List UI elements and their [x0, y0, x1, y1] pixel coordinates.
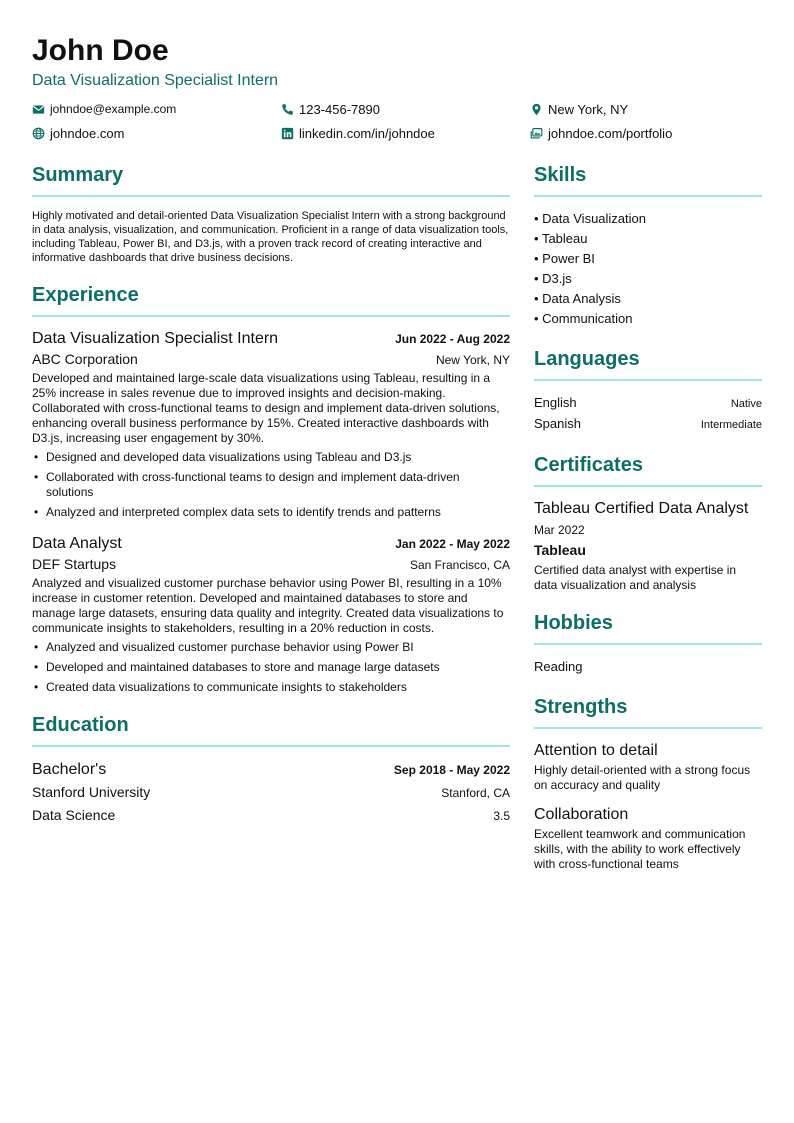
contact-location: [530, 99, 762, 119]
section-heading: Hobbies: [534, 611, 762, 645]
email-text: johndoe@example.com: [50, 102, 177, 116]
contact-email[interactable]: [32, 99, 281, 119]
list-item: • Analyzed and visualized customer purchase behavior using Power BI: [32, 640, 510, 655]
edu-field: Data Science: [32, 807, 116, 823]
section-heading: Languages: [534, 347, 762, 381]
phone-text: 123-456-7890: [299, 101, 380, 117]
phone-icon: [281, 103, 294, 116]
job-title: Data Analyst: [32, 535, 122, 552]
job-description: Analyzed and visualized customer purchase behavior using Power BI, resulting in a 10% increase in customer retention. Developed and maintained databases to store and manage large datasets, ensuring data quality and integrity. Created data visualizations to communicate insights to stakeholders, resulting in a 20% reduction in costs.: [32, 576, 504, 635]
section-heading: Education: [32, 713, 510, 747]
strength-name: Collaboration: [534, 806, 629, 823]
left-column: [32, 163, 510, 890]
website-text: johndoe.com: [50, 125, 125, 141]
job-dates: Jan 2022 - May 2022: [395, 537, 510, 551]
summary-text: Highly motivated and detail-oriented Data Visualization Specialist Intern with a strong background in data analysis, visualization, and communication. Proficient in a range of data visualization tools, including Tableau, Power BI, and D3.js, with a proven track record of creating interactive and informative dashboards that drive business decisions.: [32, 210, 509, 264]
hobbies-section: [534, 611, 762, 677]
linkedin-text: linkedin.com/in/johndoe: [299, 125, 435, 141]
portfolio-text: johndoe.com/portfolio: [548, 125, 673, 141]
edu-degree: Bachelor's: [32, 761, 107, 778]
job-description: Developed and maintained large-scale data visualizations using Tableau, resulting in a 25% increase in sales revenue due to improved insights and decision-making. Collaborated with cross-functional teams to design and implement data-driven solutions, enhancing overall business performance by 15%. Created interactive dashboards with D3.js, increasing user engagement by 30%.: [32, 371, 500, 445]
resume-body: [32, 163, 762, 890]
certificate-date: Mar 2022: [534, 523, 585, 537]
skills-section: [534, 163, 762, 329]
skill-item: • D3.js: [534, 269, 762, 289]
language-row: [534, 414, 762, 435]
skill-item: • Tableau: [534, 229, 762, 249]
strengths-section: [534, 695, 762, 872]
job-title: Data Visualization Specialist Intern: [32, 330, 279, 347]
skill-item: • Data Visualization: [534, 209, 762, 229]
globe-icon: [32, 127, 45, 140]
languages-section: [534, 347, 762, 435]
list-item: • Designed and developed data visualizations using Tableau and D3.js: [32, 450, 510, 465]
certificate-issuer: Tableau: [534, 542, 586, 558]
education-section: [32, 713, 510, 827]
job-company: ABC Corporation: [32, 351, 138, 367]
skill-item: • Power BI: [534, 249, 762, 269]
list-item: • Collaborated with cross-functional teams to design and implement data-driven solutions: [32, 470, 510, 500]
certificate-description: Certified data analyst with expertise in data visualization and analysis: [534, 563, 737, 592]
skill-item: • Data Analysis: [534, 289, 762, 309]
edu-location: Stanford, CA: [441, 786, 510, 800]
job-location: New York, NY: [435, 353, 510, 367]
candidate-name: John Doe: [32, 34, 169, 67]
language-name: Spanish: [534, 416, 581, 431]
edu-school: Stanford University: [32, 784, 151, 800]
job-bullets: [32, 640, 510, 695]
language-level: Intermediate: [700, 419, 762, 431]
contact-phone[interactable]: [281, 99, 530, 119]
language-name: English: [534, 395, 577, 410]
location-text: New York, NY: [548, 101, 629, 117]
skill-item: • Communication: [534, 309, 762, 329]
contact-linkedin[interactable]: [281, 123, 530, 143]
job-entry: [32, 534, 510, 695]
map-pin-icon: [530, 103, 543, 116]
contact-website[interactable]: [32, 123, 281, 143]
list-item: • Developed and maintained databases to store and manage large datasets: [32, 660, 510, 675]
section-heading: Experience: [32, 283, 510, 317]
certificates-section: [534, 453, 762, 593]
certificate-name: Tableau Certified Data Analyst: [534, 500, 749, 517]
strength-name: Attention to detail: [534, 742, 658, 759]
job-location: San Francisco, CA: [409, 558, 510, 572]
section-heading: Summary: [32, 163, 510, 197]
skills-list: [534, 209, 762, 329]
envelope-icon: [32, 103, 45, 116]
job-bullets: [32, 450, 510, 520]
list-item: • Analyzed and interpreted complex data sets to identify trends and patterns: [32, 505, 510, 520]
job-dates: Jun 2022 - Aug 2022: [395, 332, 510, 346]
section-heading: Certificates: [534, 453, 762, 487]
linkedin-icon: [281, 127, 294, 140]
experience-section: [32, 283, 510, 695]
list-item: • Created data visualizations to communicate insights to stakeholders: [32, 680, 510, 695]
portfolio-icon: [530, 127, 543, 140]
strength-description: Highly detail-oriented with a strong focus on accuracy and quality: [534, 763, 751, 792]
contact-info: [32, 99, 762, 143]
contact-portfolio[interactable]: [530, 123, 762, 143]
section-heading: Skills: [534, 163, 762, 197]
edu-dates: Sep 2018 - May 2022: [393, 763, 510, 777]
candidate-title: Data Visualization Specialist Intern: [32, 72, 279, 89]
right-column: [534, 163, 762, 890]
hobby-item: Reading: [534, 659, 583, 674]
summary-section: [32, 163, 510, 265]
language-level: Native: [730, 398, 762, 410]
section-heading: Strengths: [534, 695, 762, 729]
job-entry: [32, 329, 510, 520]
strength-description: Excellent teamwork and communication skills, with the ability to work effectively with cross-functional teams: [534, 827, 746, 871]
job-company: DEF Startups: [32, 556, 117, 572]
edu-gpa: 3.5: [493, 809, 510, 823]
language-row: [534, 393, 762, 414]
resume-page: [32, 34, 762, 890]
